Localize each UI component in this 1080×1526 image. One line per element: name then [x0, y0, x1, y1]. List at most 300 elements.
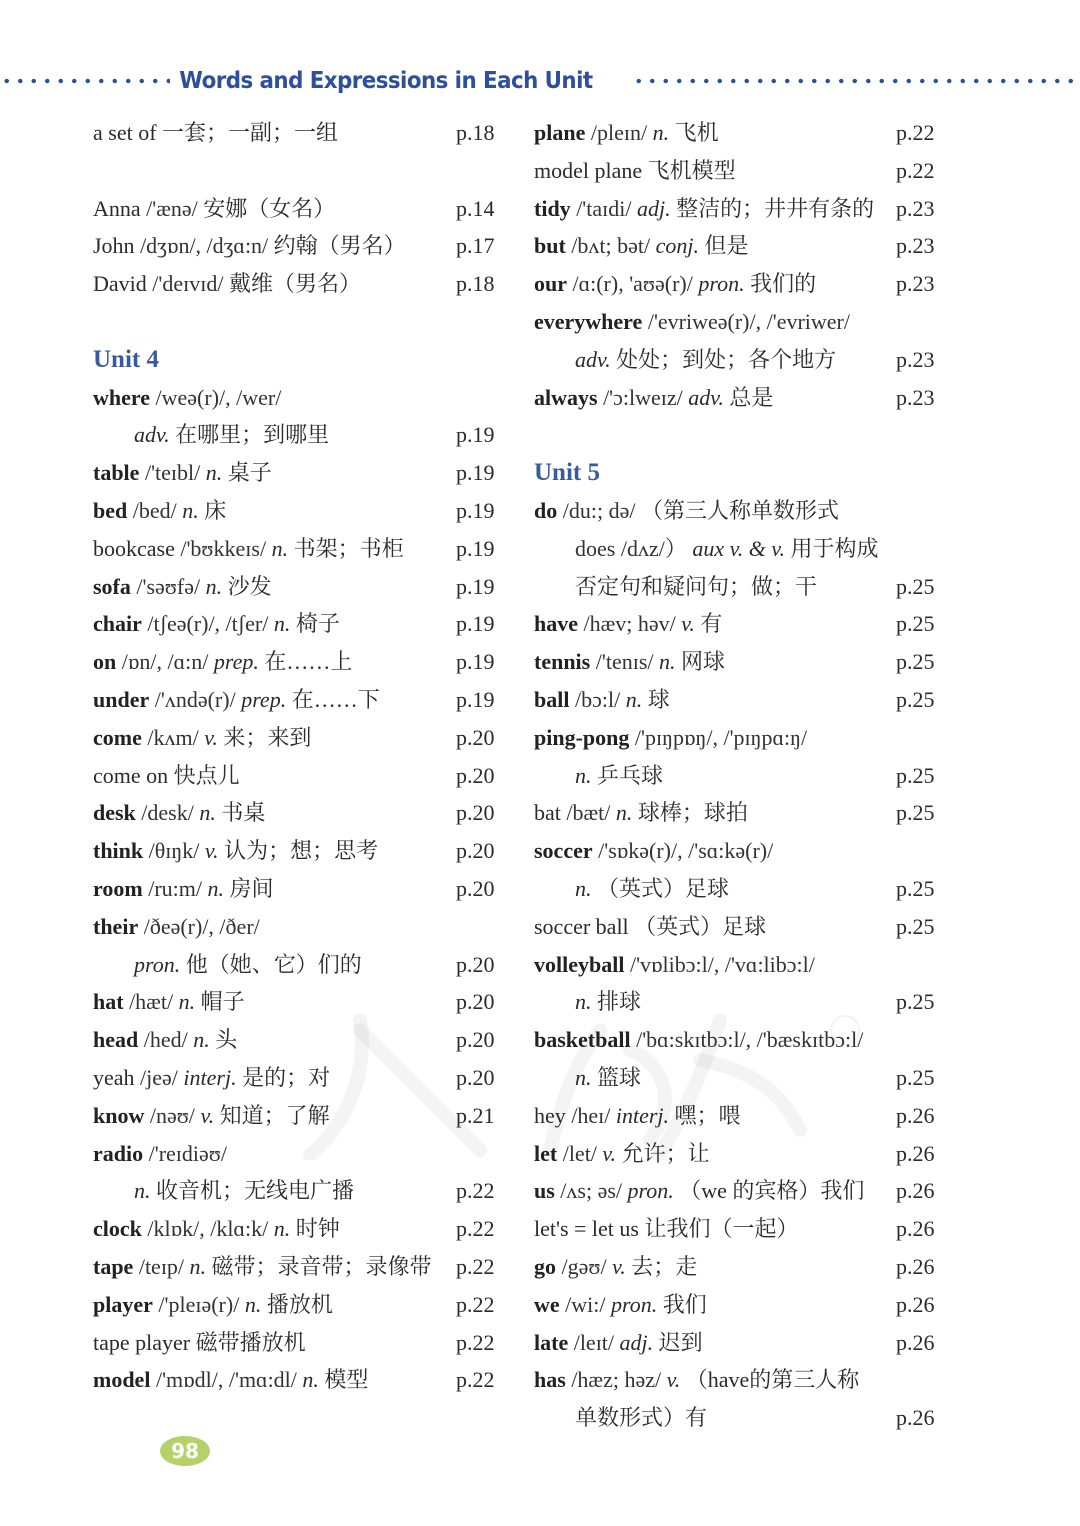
page-reference: p.26 — [896, 1140, 935, 1166]
phonetic: /hæv; həv/ — [583, 611, 676, 637]
entry-text — [534, 1141, 710, 1166]
page-reference: p.22 — [456, 1216, 495, 1242]
phonetic: /pleɪn/ — [590, 120, 648, 145]
phonetic: /'ænə/ — [146, 195, 198, 221]
entry-continuation-line — [534, 341, 944, 379]
part-of-speech: pron. — [627, 1178, 674, 1204]
entry-continuation-line — [93, 946, 503, 984]
part-of-speech: n. — [273, 1216, 291, 1242]
part-of-speech: n. — [193, 1027, 210, 1053]
page-reference: p.19 — [456, 686, 495, 712]
headword: ping-pong — [534, 724, 630, 750]
meaning: 是的；对 — [242, 1064, 331, 1090]
vocab-entry — [93, 719, 503, 757]
meaning: 椅子 — [295, 611, 340, 637]
part-of-speech: n. — [271, 535, 289, 561]
entry-text — [93, 611, 340, 636]
vocab-entry — [93, 1135, 503, 1173]
vocab-entry — [93, 757, 503, 795]
vocab-entry — [534, 1324, 944, 1362]
page-reference: p.25 — [896, 1064, 935, 1090]
entry-text — [534, 1178, 864, 1203]
vocab-entry — [534, 492, 944, 530]
headword: ball — [534, 686, 570, 712]
entry-text — [93, 763, 240, 788]
part-of-speech: n. — [134, 1178, 151, 1204]
headword: we — [534, 1291, 560, 1317]
page-reference: p.22 — [456, 1329, 495, 1355]
entry-text — [534, 1330, 703, 1355]
entry-text — [534, 1065, 641, 1090]
meaning: 球 — [647, 686, 670, 712]
part-of-speech: v. — [666, 1367, 681, 1393]
vocab-entry — [93, 454, 503, 492]
meaning: 在……下 — [291, 686, 380, 712]
part-of-speech: n. — [659, 649, 676, 675]
entry-text — [534, 989, 641, 1014]
phonetic: /klɒk/, /klɑ:k/ — [147, 1216, 269, 1242]
part-of-speech: prep. — [241, 686, 287, 712]
headword: us — [534, 1178, 555, 1204]
entry-text — [93, 1216, 340, 1241]
unit-heading: Unit 5 — [534, 459, 600, 487]
phonetic: /dʒɒn/, /dʒɑ:n/ — [140, 233, 269, 259]
part-of-speech: interj. — [183, 1064, 237, 1090]
page-reference: p.17 — [456, 233, 495, 259]
meaning: 磁带播放机 — [195, 1329, 306, 1355]
part-of-speech: n. — [205, 460, 223, 486]
meaning: 飞机模型 — [647, 157, 736, 183]
phonetic: /'reɪdiəʊ/ — [148, 1140, 227, 1166]
part-of-speech: pron. — [698, 271, 745, 297]
meaning: （have的第三人称 — [685, 1367, 860, 1393]
vocab-entry — [534, 303, 944, 341]
vocab-entry — [534, 1021, 944, 1059]
part-of-speech: pron. — [134, 951, 181, 977]
phonetic: /'sɒkə(r)/, /'sɑ:kə(r)/ — [598, 838, 774, 864]
page-reference: p.26 — [896, 1329, 935, 1355]
phonetic: /'ɔ:lweɪz/ — [603, 384, 683, 410]
meaning: 他（她、它）们的 — [185, 951, 362, 977]
phonetic: /'bʊkkeɪs/ — [180, 535, 267, 561]
phonetic: /kʌm/ — [147, 724, 199, 750]
part-of-speech: v. — [612, 1253, 626, 1279]
vocab-entry — [534, 1135, 944, 1173]
vocab-entry — [534, 265, 944, 303]
page-reference: p.25 — [896, 800, 935, 826]
vocab-entry — [534, 832, 944, 870]
phonetic: /let/ — [562, 1140, 597, 1166]
entry-text — [534, 536, 878, 561]
entry-text — [93, 271, 361, 296]
part-of-speech: adj. — [636, 195, 671, 221]
phonetic: /'səʊfə/ — [136, 573, 201, 599]
entry-text — [534, 385, 773, 410]
entry-text — [93, 460, 272, 485]
meaning: （英式）足球 — [634, 913, 767, 939]
entry-text — [534, 158, 736, 183]
entry-text — [534, 687, 670, 712]
phonetic: /'ʌndə(r)/ — [154, 686, 236, 712]
meaning: 知道；了解 — [219, 1102, 330, 1128]
vocab-entry — [93, 870, 503, 908]
headword: let — [534, 1140, 558, 1166]
page-reference: p.20 — [456, 951, 495, 977]
meaning: 去；走 — [631, 1253, 698, 1279]
page-reference: p.19 — [456, 422, 495, 448]
phonetic: /desk/ — [141, 800, 194, 826]
entry-phrase: a set of 一套；一副；一组 — [93, 120, 339, 145]
headword: yeah — [93, 1064, 135, 1090]
meaning: 桌子 — [227, 460, 272, 486]
vocab-entry — [93, 681, 503, 719]
headword: radio — [93, 1140, 144, 1166]
entry-text — [534, 1292, 707, 1317]
meaning: 播放机 — [266, 1291, 333, 1317]
vocab-entry — [93, 379, 503, 417]
page-reference: p.26 — [896, 1178, 935, 1204]
page-reference: p.26 — [896, 1253, 935, 1279]
phonetic: /'bɑ:skɪtbɔ:l/, /'bæskɪtbɔ:l/ — [636, 1027, 864, 1053]
headword: Anna — [93, 195, 141, 221]
headword: always — [534, 384, 598, 410]
meaning: 我们的 — [750, 271, 817, 297]
part-of-speech: n. — [625, 686, 643, 712]
part-of-speech: n. — [575, 1064, 592, 1090]
meaning: 让我们（一起） — [644, 1216, 799, 1242]
meaning: 整洁的；井井有条的 — [676, 195, 875, 221]
meaning: 戴维（男名） — [228, 271, 361, 297]
vocab-entry — [93, 983, 503, 1021]
entry-text — [534, 1405, 707, 1430]
meaning: 网球 — [681, 649, 726, 675]
page-reference: p.22 — [456, 1178, 495, 1204]
vocab-entry — [534, 643, 944, 681]
vocab-entry — [93, 1059, 503, 1097]
meaning: 在哪里；到哪里 — [175, 422, 330, 448]
phonetic: /hed/ — [143, 1027, 188, 1053]
phonetic: /wi:/ — [565, 1291, 606, 1317]
page-reference: p.22 — [456, 1367, 495, 1393]
entry-text — [534, 611, 722, 636]
entry-continuation-line — [93, 1172, 503, 1210]
meaning: 安娜（女名） — [203, 195, 336, 221]
vocab-entry — [534, 114, 944, 152]
part-of-speech: n. — [615, 800, 633, 826]
part-of-speech: conj. — [655, 233, 700, 259]
headword: do — [534, 497, 558, 523]
meaning: 球棒；球拍 — [637, 800, 748, 826]
page-reference: p.25 — [896, 762, 935, 788]
entry-text — [93, 196, 335, 221]
vocab-entry — [93, 227, 503, 265]
page-reference: p.20 — [456, 1027, 495, 1053]
page-reference: p.14 — [456, 195, 495, 221]
part-of-speech: adj. — [619, 1329, 654, 1355]
headword: model — [93, 1367, 151, 1393]
entry-text — [93, 536, 404, 561]
entry-text — [534, 1027, 863, 1052]
page-reference: p.19 — [456, 649, 495, 675]
vocab-entry — [534, 605, 944, 643]
vocab-entry — [93, 1021, 503, 1059]
entry-text — [534, 914, 766, 939]
part-of-speech: v. — [602, 1140, 617, 1166]
vocab-entry — [93, 1210, 503, 1248]
headword: desk — [93, 800, 136, 826]
meaning: 迟到 — [658, 1329, 703, 1355]
phonetic: /jeə/ — [140, 1064, 178, 1090]
part-of-speech: v. — [200, 1102, 215, 1128]
entry-text — [534, 876, 729, 901]
headword: clock — [93, 1216, 142, 1242]
vocab-entry — [534, 1286, 944, 1324]
headword: has — [534, 1367, 566, 1393]
headword: soccer — [534, 838, 593, 864]
meaning: 模型 — [324, 1367, 369, 1393]
vocab-entry — [534, 681, 944, 719]
part-of-speech: n. — [244, 1291, 262, 1317]
entry-text — [93, 498, 226, 523]
meaning: 但是 — [704, 233, 749, 259]
vocab-entry — [93, 1361, 503, 1399]
phonetic: /'pleɪə(r)/ — [158, 1291, 240, 1317]
part-of-speech: n. — [575, 989, 592, 1015]
vocab-entry — [93, 1286, 503, 1324]
part-of-speech: n. — [199, 800, 216, 826]
phonetic: /bæt/ — [566, 800, 611, 826]
page-reference: p.25 — [896, 649, 935, 675]
entry-text — [534, 649, 725, 674]
vocab-entry — [93, 794, 503, 832]
meaning: 书架；书柜 — [293, 535, 404, 561]
page-reference: p.20 — [456, 762, 495, 788]
header-title: Words and Expressions in Each Unit — [179, 68, 593, 94]
page-reference: p.25 — [896, 686, 935, 712]
entry-text — [93, 1141, 227, 1166]
headword: where — [93, 384, 151, 410]
page-reference: p.25 — [896, 875, 935, 901]
vocab-entry — [534, 908, 944, 946]
page-reference: p.20 — [456, 838, 495, 864]
entry-text — [534, 271, 816, 296]
headword: model plane — [534, 157, 643, 183]
headword: our — [534, 271, 567, 297]
entry-text — [93, 385, 281, 410]
phonetic: /'evriweə(r)/, /'evriwer/ — [647, 308, 850, 334]
phonetic: /'vɒlibɔ:l/, /'vɑ:libɔ:l/ — [629, 951, 815, 977]
page-reference: p.18 — [456, 271, 495, 297]
entry-text — [93, 952, 362, 977]
section-header — [0, 64, 1080, 98]
entry-text — [93, 1178, 354, 1203]
entry-text — [534, 952, 815, 977]
part-of-speech: adv. — [134, 422, 170, 448]
entry-continuation-line — [534, 757, 944, 795]
meaning: 嘿；喂 — [674, 1102, 741, 1128]
headword: know — [93, 1102, 145, 1128]
entry-continuation-line — [534, 568, 944, 606]
part-of-speech: aux v. & v. — [692, 535, 785, 561]
page-number-badge: 98 — [160, 1436, 210, 1466]
meaning: 处处；到处；各个地方 — [616, 346, 837, 372]
meaning: 磁带；录音带；录像带 — [211, 1253, 432, 1279]
vocab-entry — [534, 719, 944, 757]
entry-text — [534, 1103, 741, 1128]
meaning: 总是 — [729, 384, 774, 410]
page-reference: p.20 — [456, 724, 495, 750]
phonetic: /du:; də/ — [562, 497, 636, 523]
dotted-rule-left — [0, 78, 170, 84]
headword: think — [93, 838, 144, 864]
entry-text — [534, 800, 748, 825]
page-reference: p.25 — [896, 573, 935, 599]
vocab-entry — [93, 643, 503, 681]
vocab-entry — [534, 1361, 944, 1399]
page-reference: p.19 — [456, 460, 495, 486]
page-reference: p.19 — [456, 535, 495, 561]
headword: on — [93, 649, 117, 675]
page-reference: p.26 — [896, 1405, 935, 1431]
vocab-entry — [534, 152, 944, 190]
page-reference: p.23 — [896, 346, 935, 372]
vocab-entry — [534, 946, 944, 984]
vocab-entry — [534, 1097, 944, 1135]
phonetic: /ʌs; əs/ — [560, 1178, 623, 1204]
headword: bookcase — [93, 535, 175, 561]
page-reference: p.20 — [456, 800, 495, 826]
entry-text — [534, 838, 773, 863]
vocab-entry — [93, 568, 503, 606]
meaning: 乒乓球 — [597, 762, 664, 788]
headword: have — [534, 611, 578, 637]
meaning: 来；来到 — [223, 724, 312, 750]
entry-text — [93, 574, 272, 599]
phonetic: /bɔ:l/ — [574, 686, 621, 712]
entry-text — [93, 233, 406, 258]
meaning: 认为；想；思考 — [224, 838, 379, 864]
spacer — [534, 416, 944, 454]
headword: everywhere — [534, 308, 643, 334]
entry-text — [93, 800, 265, 825]
phonetic: /tʃeə(r)/, /tʃer/ — [147, 611, 269, 637]
page-reference: p.18 — [456, 120, 495, 145]
part-of-speech: n. — [182, 497, 199, 523]
page-reference: p.22 — [456, 1253, 495, 1279]
entry-text — [93, 989, 245, 1014]
phonetic: /teɪp/ — [138, 1253, 185, 1279]
part-of-speech: n. — [273, 611, 291, 637]
part-of-speech: prep. — [213, 649, 259, 675]
spacer — [93, 303, 503, 341]
entry-text — [534, 233, 749, 258]
meaning: （英式）足球 — [597, 875, 730, 901]
phonetic: /weə(r)/, /wer/ — [155, 384, 282, 410]
phonetic: /bed/ — [132, 497, 177, 523]
entry-continuation-line — [93, 416, 503, 454]
entry-continuation-line — [534, 983, 944, 1021]
headword: David — [93, 271, 147, 297]
meaning: 在……上 — [264, 649, 353, 675]
spacer — [93, 152, 503, 190]
meaning: 单数形式）有 — [575, 1405, 708, 1431]
meaning: 允许；让 — [621, 1140, 710, 1166]
page-reference: p.26 — [896, 1216, 935, 1242]
phonetic: /hæz; həz/ — [571, 1367, 662, 1393]
page-reference: p.23 — [896, 233, 935, 259]
entry-text — [93, 120, 338, 145]
page-reference: p.23 — [896, 195, 935, 221]
phonetic: /'deɪvɪd/ — [152, 271, 224, 297]
entry-text — [93, 914, 260, 939]
vocab-entry — [534, 227, 944, 265]
entry-text — [93, 1254, 432, 1279]
entry-text — [534, 725, 807, 750]
entry-continuation-line — [534, 870, 944, 908]
meaning: 快点儿 — [173, 762, 240, 788]
entry-text — [93, 1367, 368, 1392]
entry-text — [534, 574, 817, 599]
part-of-speech: v. — [204, 724, 218, 750]
vocab-entry — [93, 530, 503, 568]
headword: come on — [93, 762, 169, 788]
phonetic: /ðeə(r)/, /ðer/ — [143, 913, 260, 939]
meaning: 收音机；无线电广播 — [156, 1178, 355, 1204]
vocab-entry — [93, 1324, 503, 1362]
meaning: 排球 — [597, 989, 642, 1015]
headword: soccer ball — [534, 913, 629, 939]
vocab-entry — [93, 908, 503, 946]
vocab-entry — [534, 794, 944, 832]
entry-text — [534, 309, 850, 334]
entry-text — [93, 876, 274, 901]
vocab-entry — [93, 265, 503, 303]
meaning: 书桌 — [221, 800, 266, 826]
part-of-speech: interj. — [615, 1102, 670, 1128]
page-reference: p.26 — [896, 1102, 935, 1128]
vocab-entry — [93, 832, 503, 870]
meaning: 用于构成 — [790, 535, 879, 561]
page-reference: p.19 — [456, 497, 495, 523]
headword: late — [534, 1329, 569, 1355]
headword: hat — [93, 989, 124, 1015]
meaning: 否定句和疑问句；做；干 — [575, 573, 818, 599]
headword: tennis — [534, 649, 591, 675]
phonetic: /'pɪŋpɒŋ/, /'pɪŋpɑ:ŋ/ — [634, 724, 808, 750]
headword: volleyball — [534, 951, 625, 977]
part-of-speech: adv. — [575, 346, 611, 372]
headword: tape — [93, 1253, 134, 1279]
meaning: 有 — [700, 611, 723, 637]
left-column — [93, 114, 503, 1399]
vocab-entry — [93, 492, 503, 530]
phonetic: /'teɪbl/ — [144, 460, 201, 486]
page-reference: p.22 — [896, 157, 935, 183]
meaning: 床 — [204, 497, 227, 523]
phonetic: /nəʊ/ — [149, 1102, 195, 1128]
meaning: 头 — [215, 1027, 238, 1053]
part-of-speech: n. — [575, 762, 592, 788]
headword: but — [534, 233, 566, 259]
page-reference: p.20 — [456, 875, 495, 901]
phonetic: does /dʌz/） — [575, 535, 687, 561]
meaning: 篮球 — [597, 1064, 642, 1090]
vocab-entry — [93, 190, 503, 228]
vocab-entry — [93, 1248, 503, 1286]
phonetic: /θɪŋk/ — [148, 838, 200, 864]
part-of-speech: n. — [189, 1253, 207, 1279]
part-of-speech: n. — [207, 875, 224, 901]
